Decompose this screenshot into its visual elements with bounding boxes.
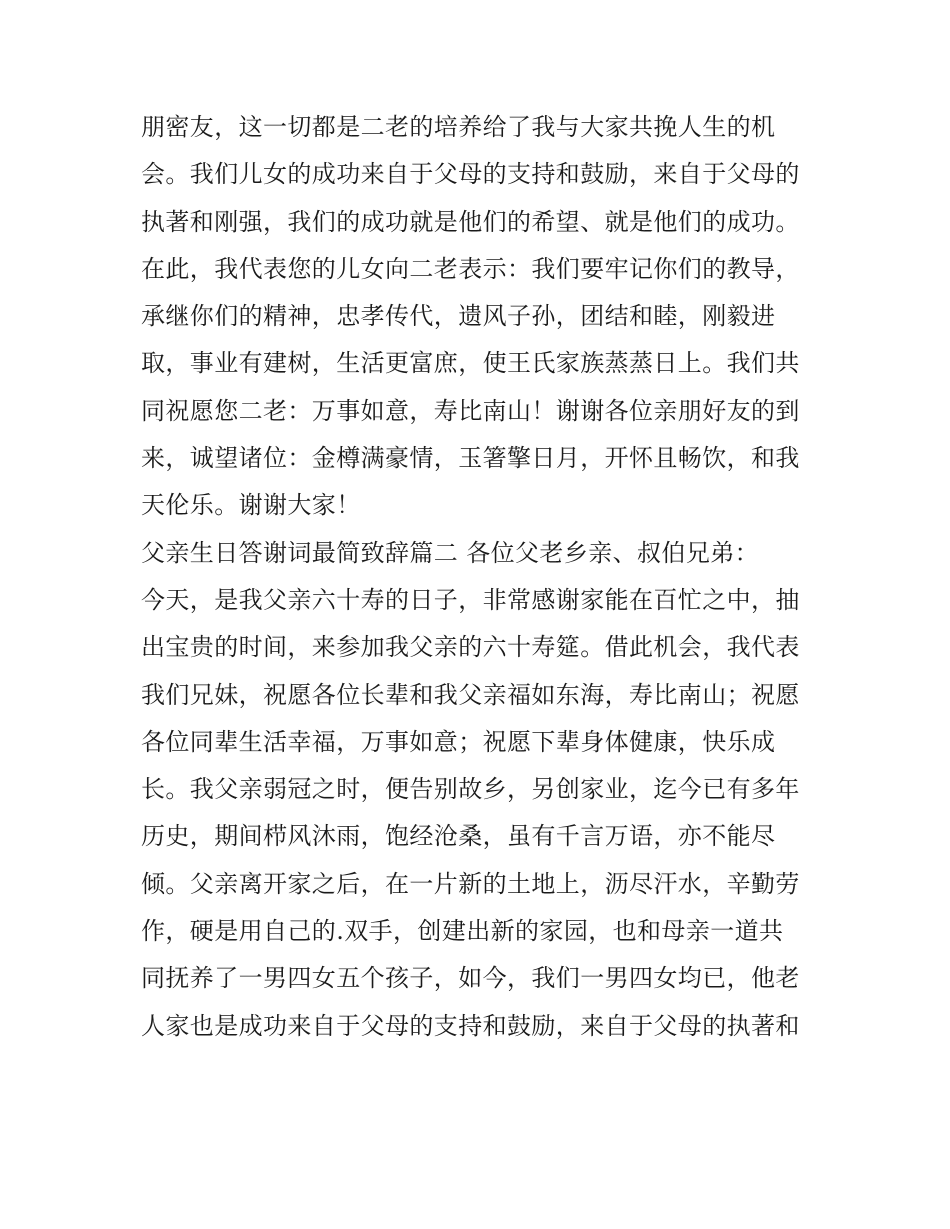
text-line: 天伦乐。谢谢大家！ <box>141 491 361 520</box>
text-line: 倾。父亲离开家之后，在一片新的土地上，沥尽汗水，辛勤劳 <box>141 869 800 898</box>
text-line: 承继你们的精神，忠孝传代，遗风子孙，团结和睦，刚毅进 <box>141 302 776 331</box>
text-line: 取，事业有建树，生活更富庶，使王氏家族蒸蒸日上。我们共 <box>141 349 800 378</box>
text-line: 会。我们儿女的成功来自于父母的支持和鼓励，来自于父母的 <box>141 160 800 189</box>
text-line: 我们兄妹，祝愿各位长辈和我父亲福如东海，寿比南山；祝愿 <box>141 680 800 709</box>
text-line: 今天，是我父亲六十寿的日子，非常感谢家能在百忙之中，抽 <box>141 585 800 614</box>
text-line: 作，硬是用自己的.双手，创建出新的家园，也和母亲一道共 <box>141 917 784 946</box>
text-line: 同祝愿您二老：万事如意，寿比南山！谢谢各位亲朋好友的到 <box>141 396 800 425</box>
section-heading-line: 父亲生日答谢词最简致辞篇二 各位父老乡亲、叔伯兄弟： <box>141 538 760 567</box>
body-text <box>141 104 821 1050</box>
text-line: 来，诚望诸位：金樽满豪情，玉箸擎日月，开怀且畅饮，和我 <box>141 444 800 473</box>
text-line: 在此，我代表您的儿女向二老表示：我们要牢记你们的教导， <box>141 254 800 283</box>
text-line: 出宝贵的时间，来参加我父亲的六十寿筵。借此机会，我代表 <box>141 633 800 662</box>
text-line: 历史，期间栉风沐雨，饱经沧桑，虽有千言万语，亦不能尽 <box>141 822 776 851</box>
text-line: 人家也是成功来自于父母的支持和鼓励，来自于父母的执著和 <box>141 1011 800 1040</box>
text-line: 各位同辈生活幸福，万事如意；祝愿下辈身体健康，快乐成 <box>141 727 776 756</box>
text-line: 执著和刚强，我们的成功就是他们的希望、就是他们的成功。 <box>141 207 800 236</box>
text-line: 长。我父亲弱冠之时，便告别故乡，另创家业，迄今已有多年 <box>141 775 800 804</box>
text-line: 同抚养了一男四女五个孩子，如今，我们一男四女均已，他老 <box>141 964 800 993</box>
text-line: 朋密友，这一切都是二老的培养给了我与大家共挽人生的机 <box>141 113 776 141</box>
